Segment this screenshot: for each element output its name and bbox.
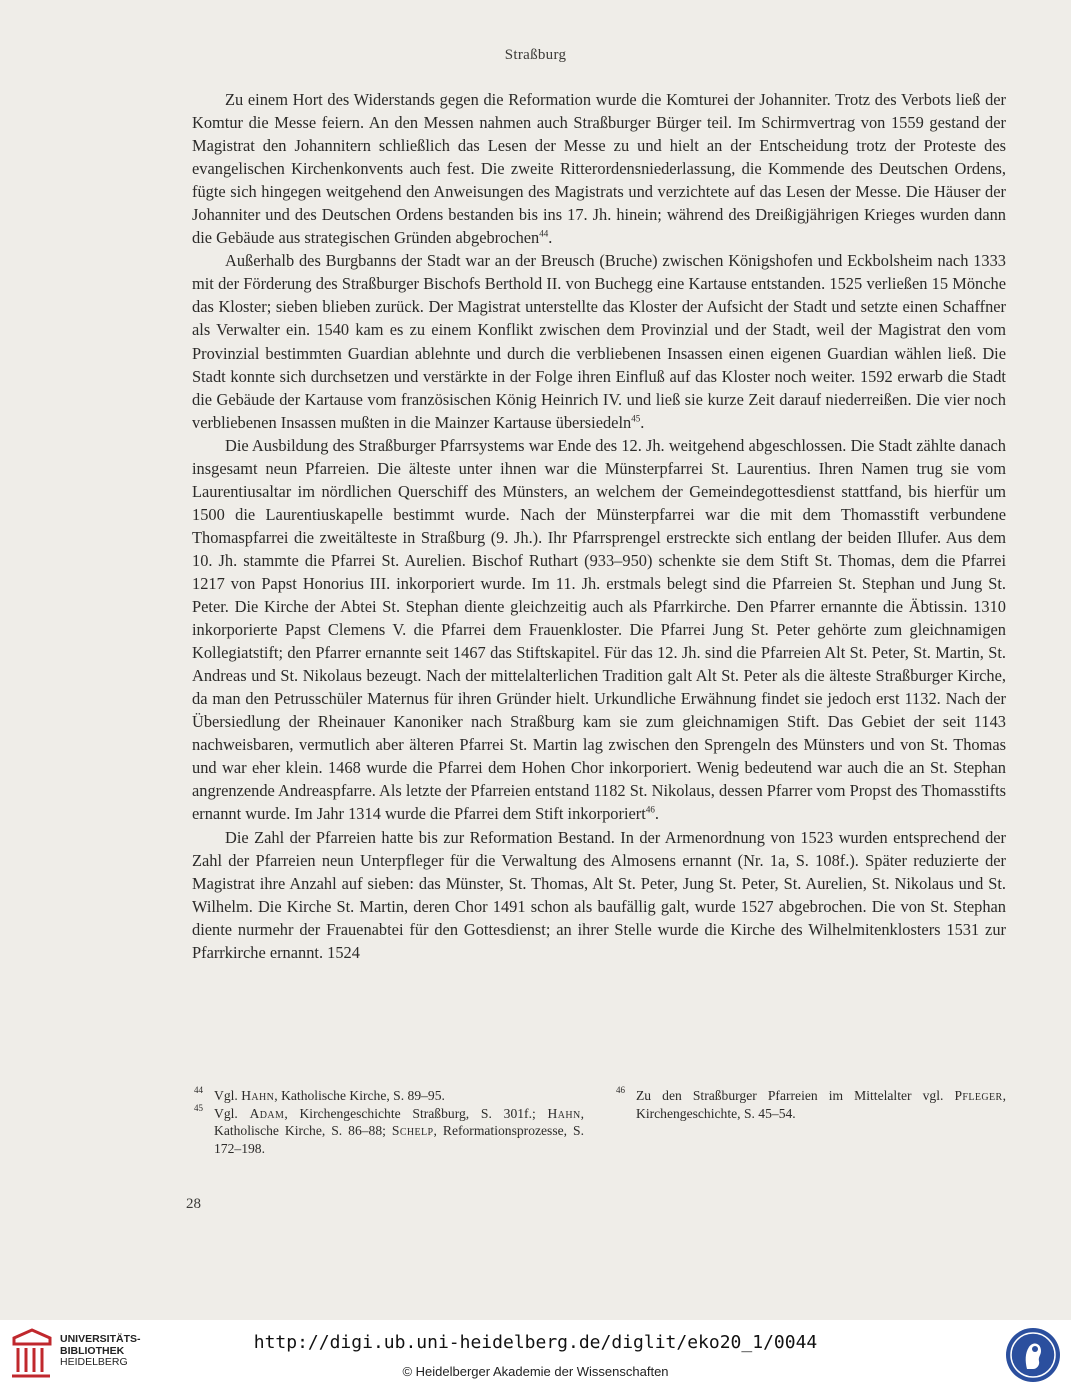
author-name: Hahn <box>241 1088 275 1103</box>
permalink-url[interactable]: http://digi.ub.uni-heidelberg.de/diglit/eko20_1/0044 <box>253 1332 818 1353</box>
page-number: 28 <box>186 1196 201 1212</box>
paragraph-2: Außerhalb des Burgbanns der Stadt war an der Breusch (Bruche) zwischen Königshofen und Eckbolsheim nach 1333 mit der Förderung des Straßburger Bischofs Berthold II. von Buchegg eine Kartause entstanden. 1525 verließen 15 Mönche das Kloster; sieben blieben zurück. Der Magistrat unterstellte das Kloster der Aufsicht der Stadt und setzte einen Schaffner als Verwalter ein. 1540 kam es zu einem Konflikt zwischen dem Provinzial und der Stadt, weil der Magistrat den vom Provinzial bestimmten Guardian ablehnte und durch die verbliebenen Insassen einen eigenen Guardian wählen ließ. Die Stadt konnte sich durchsetzen und verstärkte in der Folge ihren Einfluß auf das Kloster noch weiter. 1592 erwarb die Stadt die Gebäude der Kartause vom französischen König Heinrich IV. und ließ sie kurze Zeit darauf niederreißen. Die vier noch verbliebenen Insassen mußten in die Mainzer Kartause übersiedeln$^{45}$. <box>192 251 1006 432</box>
footnote-44: 44 Vgl. Hahn, Katholische Kirche, S. 89–95. <box>192 1087 584 1105</box>
academy-seal-icon[interactable] <box>1003 1325 1063 1385</box>
author-name: Schelp <box>391 1123 434 1139</box>
paragraph-1: Zu einem Hort des Widerstands gegen die Reformation wurde die Komturei der Johanniter. Trotz des Verbots ließ der Komtur die Messe feiern. An den Messen nahmen auch Straßburger Bürger teil. Im Schirmvertrag von 1559 gestand der Magistrat den Johannitern schließlich das Lesen der Messe zu und hielt an der Entscheidung trotz der Proteste des evangelischen Kirchenkonvents auch fest. Die zweite Ritterordensniederlassung, die Kommende des Deutschen Ordens, fügte sich hingegen weitgehend den Anweisungen des Magistrats und verzichtete auf das Lesen der Messe. Die Häuser der Johanniter und des Deutschen Ordens bestanden bis ins 17. Jh. hinein; während des Dreißigjährigen Krieges wurden dann die Gebäude aus strategischen Gründen abgebrochen$^{44}$. <box>192 90 1006 248</box>
library-logo-text: UNIVERSITÄTS- BIBLIOTHEK HEIDELBERG <box>60 1333 141 1368</box>
author-name: Hahn <box>547 1105 581 1121</box>
author-name: Adam <box>249 1105 285 1121</box>
author-name: Pfleger <box>954 1088 1003 1103</box>
footnote-number: 46 <box>616 1085 625 1095</box>
footnote-number: 45 <box>194 1102 203 1113</box>
paragraph-3: Die Ausbildung des Straßburger Pfarrsystems war Ende des 12. Jh. weitgehend abgeschlossen. Die Stadt zählte danach insgesamt neun Pfarreien. Die älteste unter ihnen war die Münsterpfarrei St. Laurentius. Ihren Namen trug sie vom Laurentiusaltar im nördlichen Querschiff des Münsters, an welchem der Gemeindegottesdienst stattfand, bis hierfür um 1500 die Laurentiuskapelle bestimmt wurde. Nach der Münsterpfarrei war die mit dem Thomasstift verbundene Thomaspfarrei die zweitälteste in Straßburg (9. Jh.). Ihr Pfarrsprengel erstreckte sich entlang der beiden Illufer. Aus dem 10. Jh. stammte die Pfarrei St. Aurelien. Bischof Ruthart (933–950) schenkte sie dem Stift St. Thomas, dem die Pfarrei 1217 von Papst Honorius III. inkorporiert wurde. Im 11. Jh. erstmals belegt sind die Pfarreien St. Stephan und Jung St. Peter. Die Kirche der Abtei St. Stephan diente gleichzeitig auch als Pfarrkirche. Den Pfarrer ernannte die Äbtissin. 1310 inkorporierte Papst Clemens V. die Pfarrei dem Frauenkloster. Die Pfarrei Jung St. Peter gehörte zum gleichnamigen Kollegiatstift; den Pfarrer ernannte seit 1467 das Stiftskapitel. Für das 12. Jh. sind die Pfarreien Alt St. Peter, St. Martin, St. Andreas und St. Nikolaus bezeugt. Nach der mittelalterlichen Tradition galt Alt St. Peter als die älteste Straßburger Kirche, da man den Petrusschüler Maternus für ihren Gründer hielt. Urkundliche Erwähnung findet sie jedoch erst 1132. Nach der Übersiedlung der Rheinauer Kanoniker nach Straßburg kam sie zum gleichnamigen Stift. Das Gebiet der seit 1143 nachweisbaren, vermutlich aber älteren Pfarrei St. Martin lag zwischen den Sprengeln des Münsters und von St. Thomas und war eher klein. 1468 wurde die Pfarrei dem Hohen Chor inkorporiert. Wenig bedeutend war auch die an St. Stephan angrenzende Andreaspfarre. Als letzte der Pfarreien entstand 1182 St. Nikolaus, dessen Pfarrer vom Propst des Thomasstifts ernannt wurde. Im Jahr 1314 wurde die Pfarrei dem Stift inkorporiert$^{46}$. <box>192 435 1006 824</box>
footnote-45: 45 Vgl. Adam, Kirchengeschichte Straßburg, S. 301f.; Hahn, Katholische Kirche, S. 86–88; Schelp, Reformationsprozesse, S. 172–198. <box>192 1105 584 1158</box>
paragraph-4: Die Zahl der Pfarreien hatte bis zur Reformation Bestand. In der Armenordnung von 1523 wurden entsprechend der Zahl der Pfarreien neun Unterpfleger für die Verwaltung des Almosens ernannt (Nr. 1a, S. 108f.). Später reduzierte der Magistrat ihre Anzahl auf sieben: das Münster, St. Thomas, Alt St. Peter, Jung St. Peter, St. Aurelien, St. Nikolaus und St. Wilhelm. Die Kirche St. Martin, deren Chor 1491 schon als baufällig galt, wurde 1527 abgebrochen. Die von St. Stephan diente nurmehr der Frauenabtei für den Gottesdienst; an ihrer Stelle wurde die Kirche des Wilhelmitenklosters 1531 zur Pfarrkirche ernannt. 1524 <box>192 827 1006 962</box>
viewer-footer <box>0 1320 1071 1393</box>
footnote-column-right <box>614 1087 1006 1157</box>
copyright-notice: © Heidelberger Akademie der Wissenschaften <box>402 1364 669 1379</box>
running-head: Straßburg <box>504 47 567 63</box>
footnote-46: 46 Zu den Straßburger Pfarreien im Mittelalter vgl. Pfleger, Kirchengeschichte, S. 45–54. <box>614 1087 1006 1122</box>
footnote-ref-44[interactable]: 44 <box>539 228 549 239</box>
footnotes <box>192 1087 1006 1157</box>
footnote-column-left <box>192 1087 584 1157</box>
footnote-ref-45[interactable]: 45 <box>631 413 641 424</box>
footnote-ref-46[interactable]: 46 <box>645 804 655 815</box>
footnote-number: 44 <box>194 1085 203 1095</box>
body-text <box>192 88 1006 964</box>
